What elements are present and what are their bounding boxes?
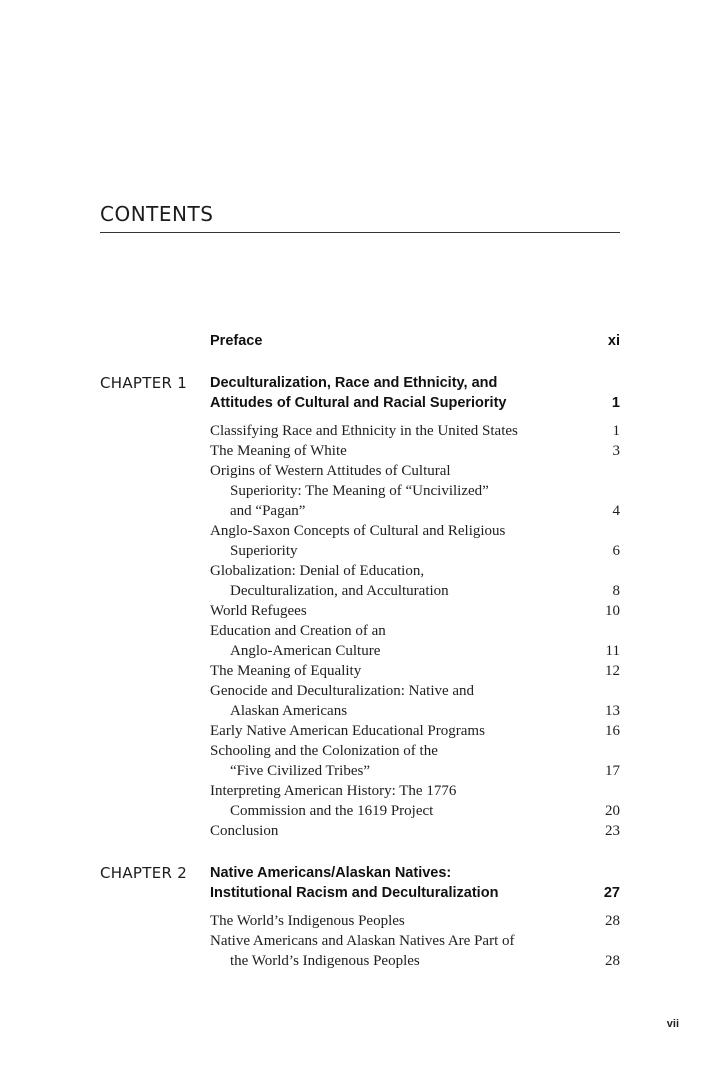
toc-entry-page: 6 [612, 543, 620, 559]
toc-entry-line[interactable]: Superiority [230, 543, 298, 559]
toc-entry-line[interactable]: and “Pagan” [230, 503, 306, 519]
preface-title: Preface [210, 333, 263, 349]
toc-entry-line[interactable]: Classifying Race and Ethnicity in the United States [210, 423, 518, 439]
chapter-title-line: Deculturalization, Race and Ethnicity, and [210, 375, 498, 391]
toc-entry-page: 23 [605, 823, 620, 839]
toc-entry-page: 28 [605, 913, 620, 929]
toc-entry-line[interactable]: Interpreting American History: The 1776 [210, 783, 457, 799]
chapter-title-line: Native Americans/Alaskan Natives: [210, 865, 452, 881]
toc-entry-line[interactable]: World Refugees [210, 603, 307, 619]
toc-entry-line[interactable]: Native Americans and Alaskan Natives Are Part of [210, 933, 515, 949]
page-folio: vii [666, 1018, 679, 1030]
toc-entry-line[interactable]: The Meaning of Equality [210, 663, 362, 679]
chapter-title-line: Institutional Racism and Deculturalization [210, 885, 499, 901]
toc-entry-page: 12 [605, 663, 620, 679]
toc-entry-line[interactable]: “Five Civilized Tribes” [230, 763, 370, 779]
chapter-page: 27 [603, 885, 620, 901]
chapter-label: CHAPTER 2 [100, 864, 188, 882]
toc-entry-line[interactable]: Early Native American Educational Programs [210, 723, 485, 739]
toc-entry-line[interactable]: Origins of Western Attitudes of Cultural [210, 463, 451, 479]
chapter-label: CHAPTER 1 [100, 374, 188, 392]
chapter-page: 1 [611, 395, 620, 411]
toc-entry-line[interactable]: Conclusion [210, 823, 279, 839]
toc-entry-page: 4 [612, 503, 620, 519]
toc-entry-page: 20 [605, 803, 620, 819]
toc-entry-page: 11 [605, 643, 620, 659]
title-rule [100, 232, 620, 233]
toc-entry-line[interactable]: Education and Creation of an [210, 623, 386, 639]
toc-entry-line[interactable]: The World’s Indigenous Peoples [210, 913, 405, 929]
toc-entry-line[interactable]: Alaskan Americans [230, 703, 348, 719]
toc-entry-line[interactable]: Genocide and Deculturalization: Native and [210, 683, 475, 699]
toc-entry-line[interactable]: the World’s Indigenous Peoples [230, 953, 420, 969]
toc-entry-line[interactable]: Globalization: Denial of Education, [210, 563, 425, 579]
toc-entry-page: 28 [605, 953, 620, 969]
toc-entry-line[interactable]: Superiority: The Meaning of “Uncivilized” [230, 483, 489, 499]
toc-entry-line[interactable]: Deculturalization, and Acculturation [230, 583, 449, 599]
toc-entry-line[interactable]: The Meaning of White [210, 443, 347, 459]
page-title: CONTENTS [100, 202, 214, 226]
toc-entry-page: 13 [605, 703, 620, 719]
preface-page: xi [607, 333, 620, 349]
toc-entry-page: 3 [612, 443, 620, 459]
toc-entry-page: 10 [605, 603, 620, 619]
toc-entry-page: 8 [612, 583, 620, 599]
toc-entry-page: 1 [612, 423, 620, 439]
toc-entry-line[interactable]: Anglo-Saxon Concepts of Cultural and Religious [210, 523, 506, 539]
chapter-title-line: Attitudes of Cultural and Racial Superiority [210, 395, 507, 411]
toc-entry-page: 17 [605, 763, 620, 779]
toc-entry-line[interactable]: Commission and the 1619 Project [230, 803, 434, 819]
toc-entry-line[interactable]: Anglo-American Culture [230, 643, 381, 659]
toc-entry-line[interactable]: Schooling and the Colonization of the [210, 743, 438, 759]
toc-entry-page: 16 [605, 723, 620, 739]
